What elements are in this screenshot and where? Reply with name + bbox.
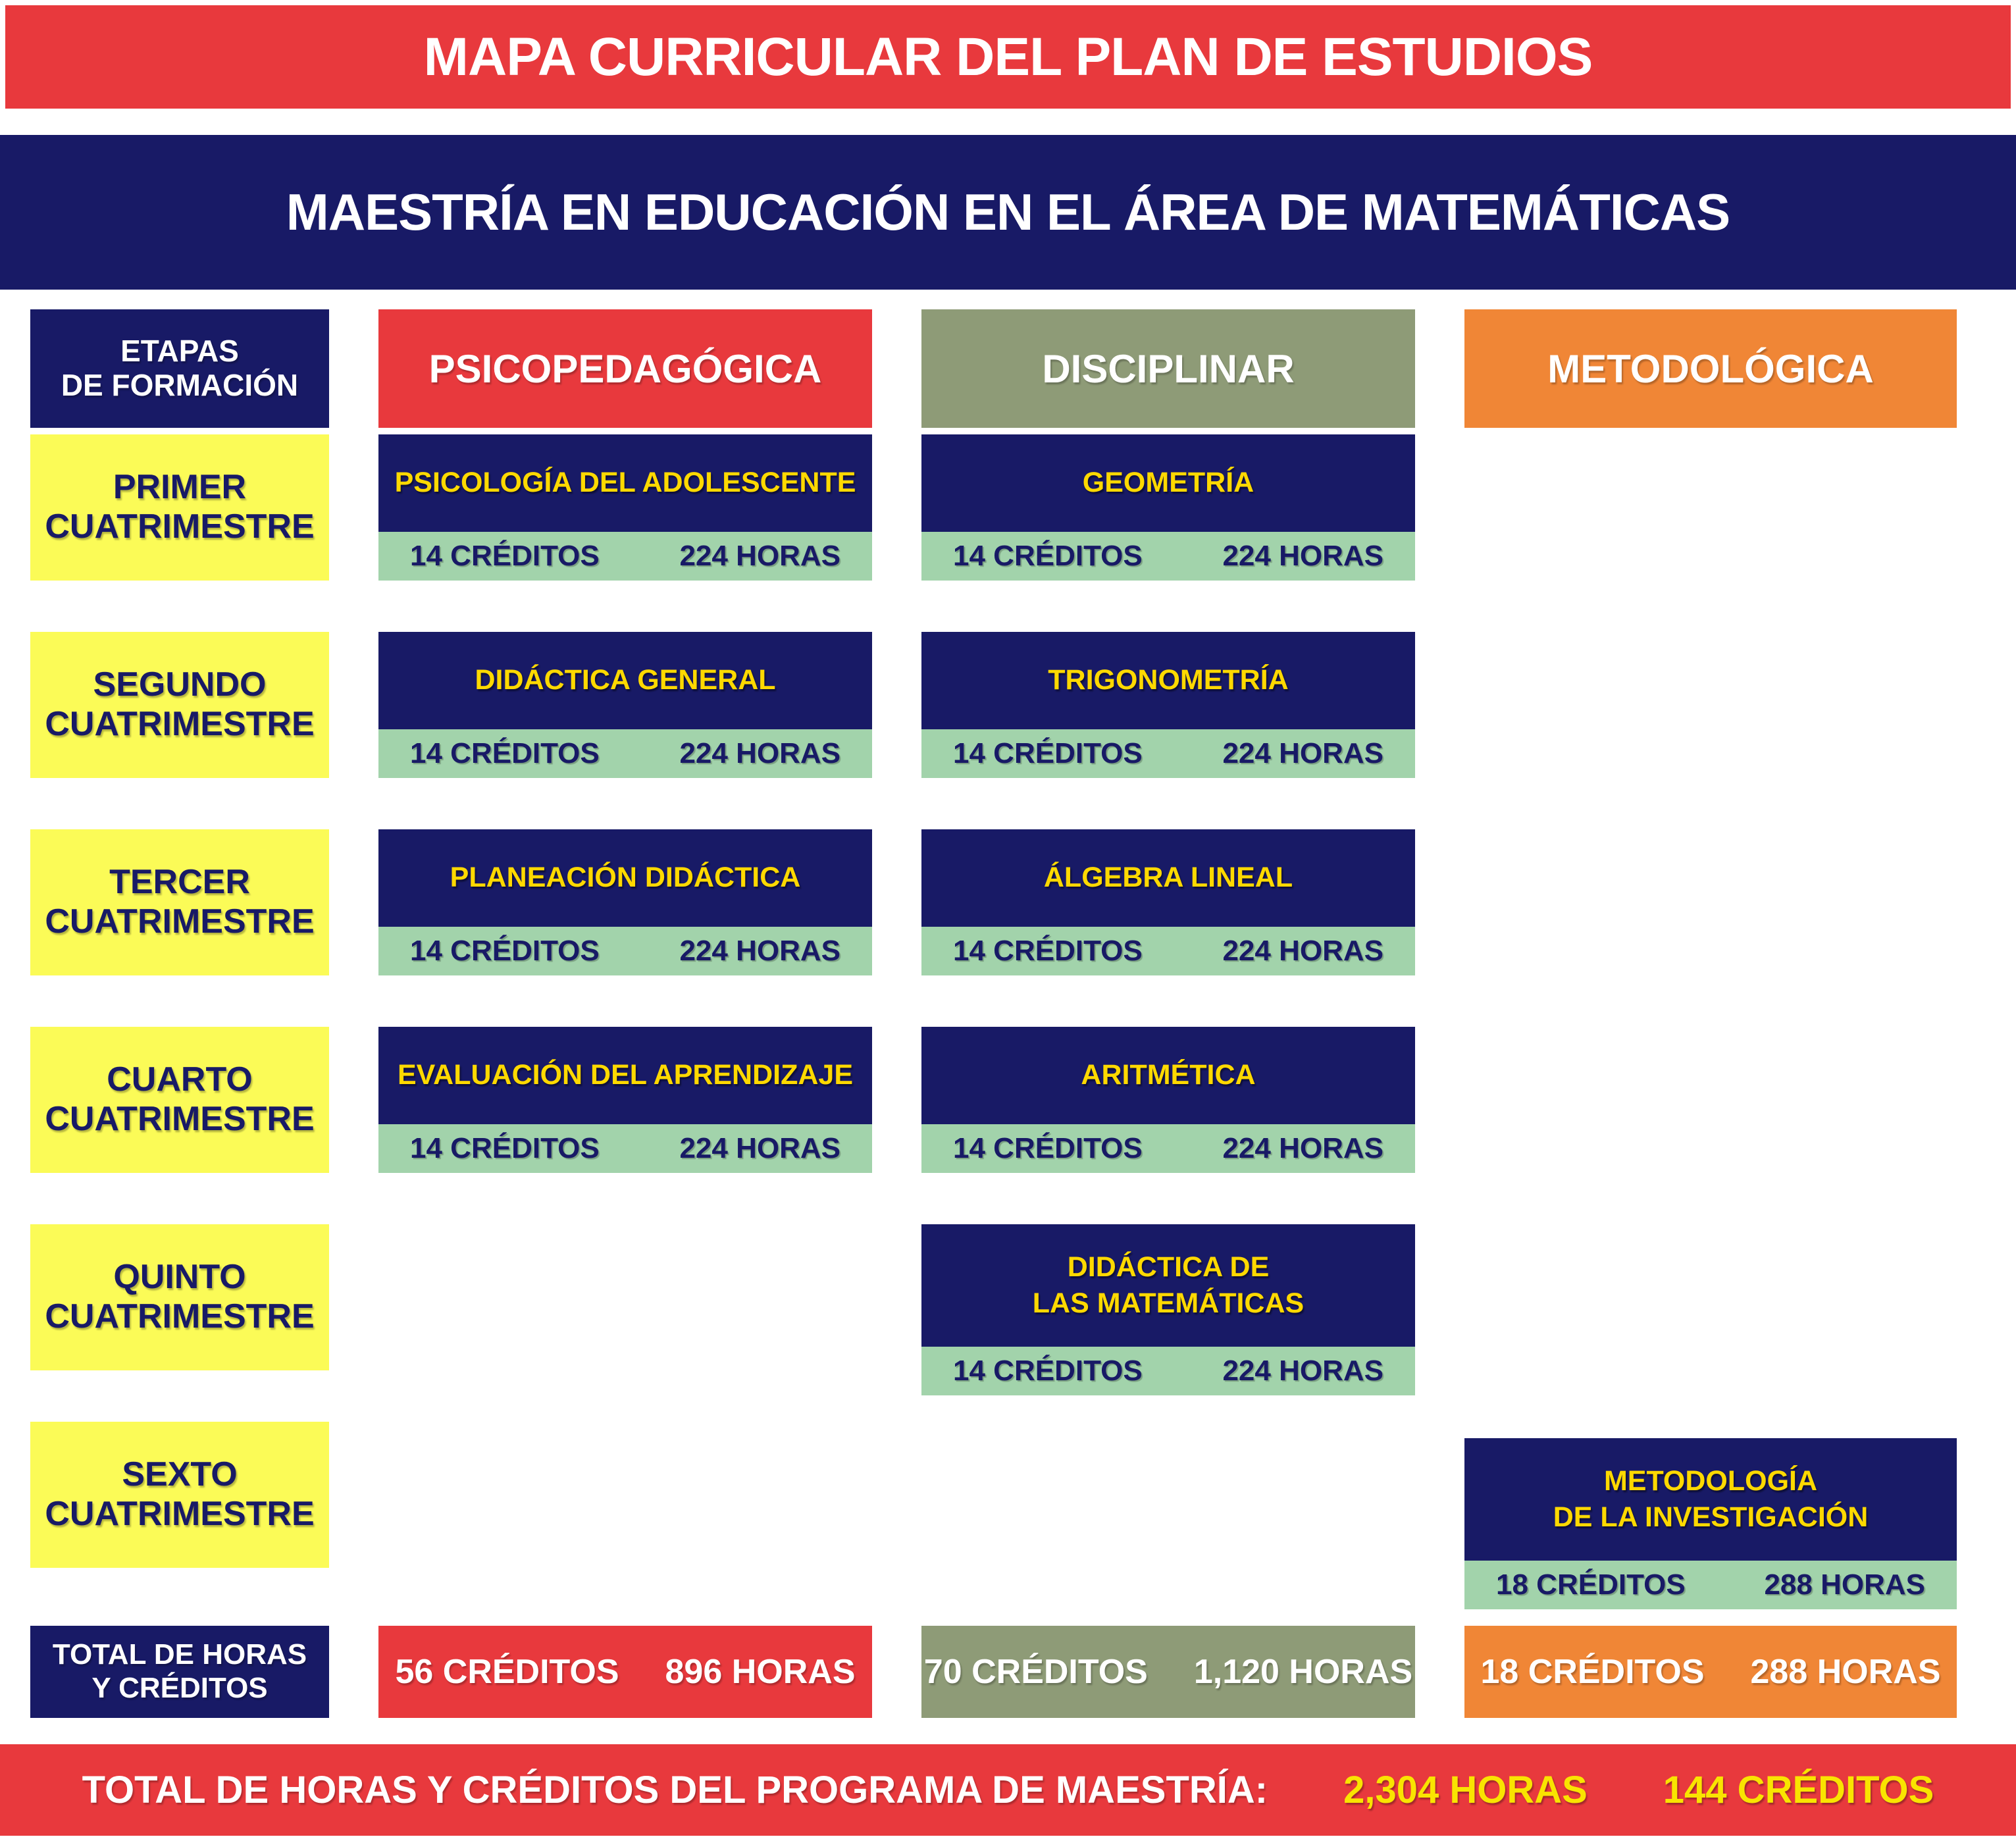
course-credits-hours [378,1124,872,1173]
row-label-sexto-cuatrimestre [30,1422,329,1568]
course-title [378,632,872,729]
row-sexto-cuatrimestre [30,1422,1957,1619]
totals-label-line1: TOTAL DE HORAS [52,1638,307,1671]
empty-cell [1464,829,1957,830]
totals-hours: 1,120 HORAS [1193,1653,1413,1691]
column-header-metodologica: METODOLÓGICA [1464,309,1957,428]
row-label-line1: TERCER [109,863,250,902]
empty-cell [1464,1224,1957,1225]
program-total-hours: 2,304 HORAS [1343,1769,1588,1811]
row-label-quinto-cuatrimestre [30,1224,329,1370]
row-label-line1: PRIMER [113,468,247,507]
row-quinto-cuatrimestre [30,1224,1957,1422]
course-title-line1: ÁLGEBRA LINEAL [1043,862,1293,894]
course-title [921,632,1415,729]
course-title-line1: DIDÁCTICA GENERAL [475,664,776,696]
course-credits: 14 CRÉDITOS [953,935,1143,967]
totals-hours: 896 HORAS [665,1653,856,1691]
totals-label [30,1626,329,1718]
row-label-primer-cuatrimestre [30,434,329,581]
row-label-line2: CUATRIMESTRE [45,705,315,743]
totals-row [30,1626,1957,1718]
course-card-geometria [921,434,1415,581]
course-card-evaluacion-del-aprendizaje [378,1027,872,1173]
course-title-line1: METODOLOGÍA [1603,1465,1818,1497]
course-hours: 288 HORAS [1764,1569,1925,1601]
totals-credits: 56 CRÉDITOS [395,1653,619,1691]
course-card-algebra-lineal [921,829,1415,975]
program-title: MAESTRÍA EN EDUCACIÓN EN EL ÁREA DE MATEMÁTICAS [286,183,1730,241]
course-title-line1: ARITMÉTICA [1081,1059,1256,1091]
course-title [378,829,872,927]
totals-hours: 288 HORAS [1750,1653,1941,1691]
program-title-bar [0,135,2016,290]
course-credits: 18 CRÉDITOS [1496,1569,1686,1601]
course-title [378,434,872,532]
totals-label-line2: Y CRÉDITOS [91,1672,268,1704]
course-credits: 14 CRÉDITOS [953,737,1143,769]
column-header-etapas-de-formacion [30,309,329,428]
course-hours: 224 HORAS [1222,1355,1383,1387]
row-label-line1: QUINTO [113,1258,246,1297]
column-header-row [30,309,1957,428]
course-title [921,434,1415,532]
course-card-didactica-de-las-matematicas [921,1224,1415,1395]
course-hours: 224 HORAS [1222,935,1383,967]
course-credits: 14 CRÉDITOS [410,1132,600,1164]
course-credits-hours [378,927,872,975]
totals-psicopedagogica [378,1626,872,1718]
row-label-line2: CUATRIMESTRE [45,1100,315,1138]
empty-cell [1464,632,1957,633]
course-hours: 224 HORAS [679,737,840,769]
course-title [921,829,1415,927]
course-credits: 14 CRÉDITOS [953,1132,1143,1164]
totals-metodologica [1464,1626,1957,1718]
course-credits-hours [1464,1561,1957,1609]
etapas-line1: ETAPAS [120,334,239,369]
course-credits-hours [921,1124,1415,1173]
course-title [1464,1438,1957,1561]
course-hours: 224 HORAS [679,1132,840,1164]
course-credits-hours [921,729,1415,778]
course-card-psicologia-del-adolescente [378,434,872,581]
row-label-line2: CUATRIMESTRE [45,902,315,941]
course-credits-hours [378,532,872,581]
row-label-cuarto-cuatrimestre [30,1027,329,1173]
totals-disciplinar [921,1626,1415,1718]
course-credits: 14 CRÉDITOS [410,935,600,967]
course-title [378,1027,872,1124]
course-card-aritmetica [921,1027,1415,1173]
course-title-line1: DIDÁCTICA DE [1067,1251,1270,1283]
course-credits: 14 CRÉDITOS [953,540,1143,572]
row-cuarto-cuatrimestre [30,1027,1957,1224]
course-hours: 224 HORAS [1222,540,1383,572]
course-credits: 14 CRÉDITOS [410,540,600,572]
row-label-line1: SEXTO [122,1455,238,1494]
column-header-psicopedagogica: PSICOPEDAGÓGICA [378,309,872,428]
course-credits: 14 CRÉDITOS [953,1355,1143,1387]
course-credits-hours [921,532,1415,581]
course-card-planeacion-didactica [378,829,872,975]
course-title [921,1224,1415,1347]
row-tercer-cuatrimestre [30,829,1957,1027]
course-credits-hours [921,1347,1415,1395]
row-label-tercer-cuatrimestre [30,829,329,975]
row-primer-cuatrimestre [30,434,1957,632]
empty-cell [1464,434,1957,435]
row-label-line1: SEGUNDO [93,665,267,704]
row-segundo-cuatrimestre [30,632,1957,829]
etapas-line2: DE FORMACIÓN [61,368,299,402]
course-hours: 224 HORAS [679,540,840,572]
course-title-line1: EVALUACIÓN DEL APRENDIZAJE [397,1059,854,1091]
totals-credits: 18 CRÉDITOS [1480,1653,1705,1691]
main-title: MAPA CURRICULAR DEL PLAN DE ESTUDIOS [423,26,1593,87]
totals-credits: 70 CRÉDITOS [923,1653,1148,1691]
course-title [921,1027,1415,1124]
curriculum-grid [0,309,2016,1718]
course-title-line1: GEOMETRÍA [1082,467,1254,499]
course-card-metodologia-de-la-investigacion [1464,1438,1957,1609]
course-hours: 224 HORAS [1222,737,1383,769]
row-label-line2: CUATRIMESTRE [45,1495,315,1533]
row-label-line1: CUARTO [107,1060,253,1099]
course-hours: 224 HORAS [679,935,840,967]
course-title-line1: PLANEACIÓN DIDÁCTICA [450,862,801,894]
course-title-line2: DE LA INVESTIGACIÓN [1553,1501,1869,1533]
program-total-label: TOTAL DE HORAS Y CRÉDITOS DEL PROGRAMA DE MAESTRÍA: [82,1769,1268,1811]
course-title-line2: LAS MATEMÁTICAS [1032,1287,1305,1319]
course-title-line1: PSICOLOGÍA DEL ADOLESCENTE [394,467,856,499]
course-credits: 14 CRÉDITOS [410,737,600,769]
course-credits-hours [921,927,1415,975]
row-label-segundo-cuatrimestre [30,632,329,778]
column-header-disciplinar: DISCIPLINAR [921,309,1415,428]
row-label-line2: CUATRIMESTRE [45,1297,315,1335]
course-title-line1: TRIGONOMETRÍA [1048,664,1289,696]
row-label-line2: CUATRIMESTRE [45,507,315,546]
program-total-credits: 144 CRÉDITOS [1663,1769,1934,1811]
course-card-didactica-general [378,632,872,778]
empty-cell [378,1224,872,1225]
program-total-bar [0,1744,2016,1836]
course-hours: 224 HORAS [1222,1132,1383,1164]
main-title-bar [5,5,2011,109]
course-credits-hours [378,729,872,778]
course-card-trigonometria [921,632,1415,778]
